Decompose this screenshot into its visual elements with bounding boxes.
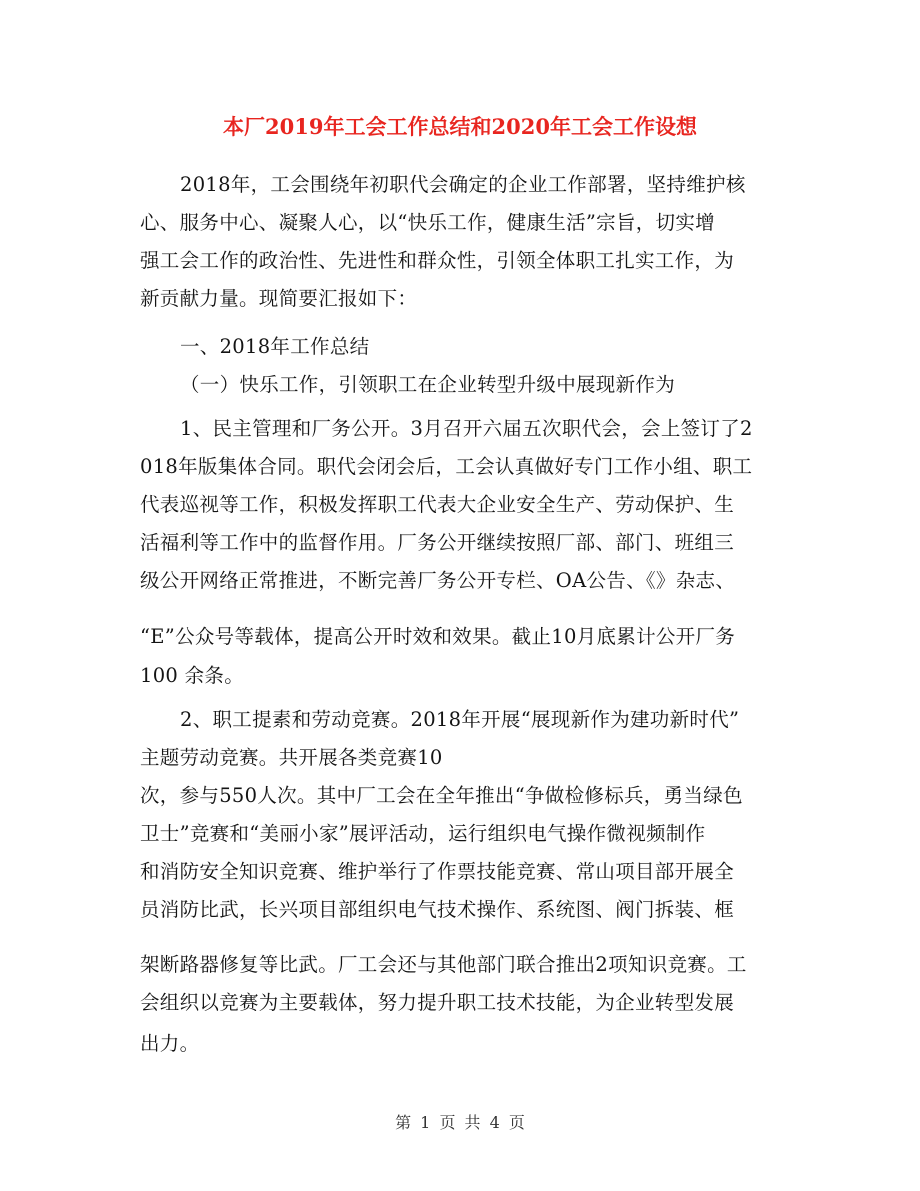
paragraph-line: 员消防比武，长兴项目部组织电气技术操作、系统图、阀门拆装、框	[140, 898, 735, 921]
section-heading: 一、2018年工作总结	[180, 335, 370, 358]
paragraph-line: 心、服务中心、凝聚人心，以“快乐工作，健康生活”宗旨，切实增	[140, 211, 715, 234]
paragraph-line: 和消防安全知识竞赛、维护举行了作票技能竞赛、常山项目部开展全	[140, 860, 735, 883]
document-title: 本厂2019年工会工作总结和2020年工会工作设想	[223, 114, 697, 139]
paragraph-line: 代表巡视等工作，积极发挥职工代表大企业安全生产、劳动保护、生	[140, 493, 735, 516]
paragraph-line: 活福利等工作中的监督作用。厂务公开继续按照厂部、部门、班组三	[140, 531, 735, 554]
paragraph-line: 2、职工提素和劳动竞赛。2018年开展“展现新作为建功新时代”	[180, 708, 740, 731]
subsection-heading: （一）快乐工作，引领职工在企业转型升级中展现新作为	[180, 373, 676, 396]
paragraph-line: “E”公众号等载体，提高公开时效和效果。截止10月底累计公开厂务	[140, 625, 736, 648]
paragraph-line: 100 余条。	[140, 664, 245, 687]
paragraph-line: 会组织以竞赛为主要载体，努力提升职工技术技能，为企业转型发展	[140, 991, 735, 1014]
paragraph-line: 2018年，工会围绕年初职代会确定的企业工作部署，坚持维护核	[180, 173, 746, 196]
paragraph-line: 018年版集体合同。职代会闭会后，工会认真做好专门工作小组、职工	[140, 455, 753, 478]
paragraph-line: 强工会工作的政治性、先进性和群众性，引领全体职工扎实工作，为	[140, 249, 735, 272]
page-number-footer: 第 1 页 共 4 页	[395, 1113, 525, 1132]
paragraph-line: 级公开网络正常推进，不断完善厂务公开专栏、OA公告、《》杂志、	[140, 569, 736, 592]
paragraph-line: 1、民主管理和厂务公开。3月召开六届五次职代会，会上签订了2	[180, 417, 753, 440]
paragraph-line: 新贡献力量。现简要汇报如下：	[140, 287, 418, 310]
paragraph-line: 出力。	[140, 1032, 200, 1055]
paragraph-line: 主题劳动竞赛。共开展各类竞赛10	[140, 746, 443, 769]
paragraph-line: 架断路器修复等比武。厂工会还与其他部门联合推出2项知识竞赛。工	[140, 953, 747, 976]
paragraph-line: 卫士”竞赛和“美丽小家”展评活动，运行组织电气操作微视频制作	[140, 822, 706, 845]
paragraph-line: 次，参与550人次。其中厂工会在全年推出“争做检修标兵，勇当绿色	[140, 784, 743, 807]
